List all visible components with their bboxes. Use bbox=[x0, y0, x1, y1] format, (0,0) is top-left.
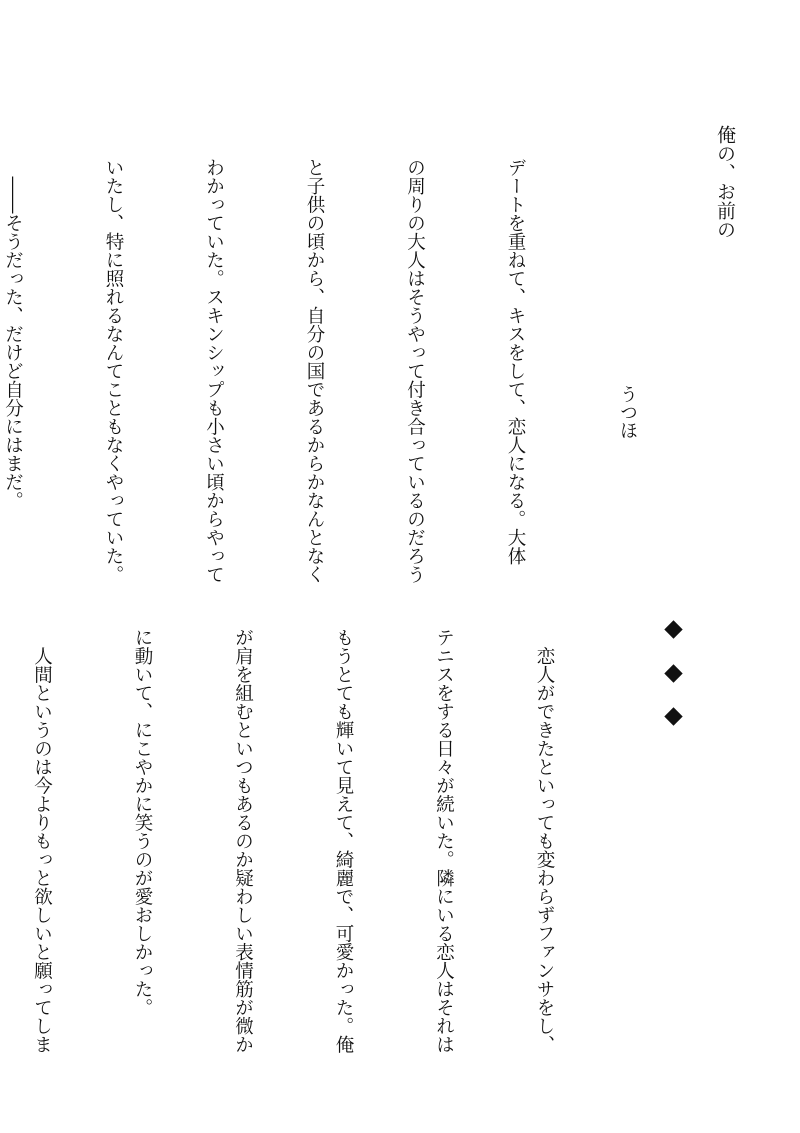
body-line: いたし、特に照れるなんてこともなくやっていた。 bbox=[103, 158, 124, 584]
body-line: 恋人ができたといっても変わらずファンサをし、 bbox=[534, 628, 555, 1054]
diamond-icon bbox=[664, 707, 682, 725]
body-line: テニスをする日々が続いた。隣にいる恋人はそれは bbox=[433, 628, 455, 1054]
section-separator bbox=[658, 623, 688, 723]
body-line: に動いて、にこやかに笑うのが愛おしかった。 bbox=[132, 628, 153, 1017]
body-line: と子供の頃から、自分の国であるからかなんとなく bbox=[304, 158, 325, 584]
author-name: うつほ bbox=[617, 385, 638, 439]
body-line: が肩を組むといつもあるのか疑わしい表情筋が微か bbox=[232, 628, 254, 1054]
section-2-body bbox=[31, 628, 628, 1098]
body-line: わかっていた。スキンシップも小さい頃からやって bbox=[203, 158, 225, 584]
body-line: の周りの大人はそうやって付き合っているのだろう bbox=[404, 158, 426, 584]
diamond-icon bbox=[664, 664, 682, 682]
body-line: もうとても輝いて見えて、綺麗で、可愛かった。俺 bbox=[333, 628, 354, 1054]
body-line: デートを重ねて、キスをして、恋人になる。大体 bbox=[505, 158, 526, 565]
body-line: ――そうだった、だけど自分にはまだ。 bbox=[2, 158, 24, 510]
section-1-body bbox=[2, 158, 599, 584]
body-line: 人間というのは今よりもっと欲しいと願ってしま bbox=[31, 628, 53, 1054]
diamond-icon bbox=[664, 620, 682, 638]
story-title: 俺の、お前の bbox=[714, 125, 736, 239]
